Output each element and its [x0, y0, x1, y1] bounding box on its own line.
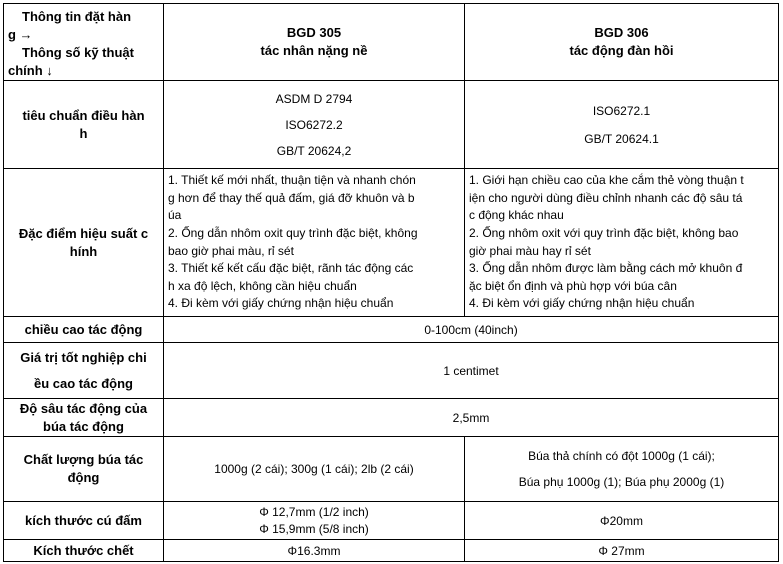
- performance-label: [4, 169, 164, 317]
- standard-label-line-2: h: [79, 125, 88, 141]
- feature-line: 3. Ống dẫn nhôm được làm bằng cách mở khuôn đ: [469, 261, 743, 276]
- corner-line-1: Thông tin đặt hàn: [22, 9, 132, 24]
- performance-label-line-1: Đặc điểm hiệu suất c: [18, 225, 149, 241]
- col2-header: [465, 4, 779, 81]
- die-size-col1: Φ16.3mm: [164, 540, 465, 562]
- feature-line: 1. Thiết kế mới nhất, thuận tiện và nhanh chón: [168, 173, 416, 188]
- graduation-label-line-1: Giá trị tốt nghiệp chi: [20, 349, 147, 365]
- feature-line: 1. Giới hạn chiều cao của khe cắm thẻ vòng thuận t: [469, 173, 744, 188]
- hammer-mass-col1: 1000g (2 cái); 300g (1 cái); 2lb (2 cái): [164, 437, 465, 502]
- col1-title: BGD 305: [286, 25, 342, 40]
- col1-subtitle: tác nhân nặng nề: [260, 43, 368, 58]
- graduation-row: [4, 343, 779, 399]
- feature-line: úa: [168, 208, 182, 223]
- corner-line-3: Thông số kỹ thuật: [22, 45, 134, 60]
- standard-col2: [465, 81, 779, 169]
- feature-line: ặc biệt ổn định và phù hợp với búa cân: [469, 278, 677, 293]
- depth-label-line-2: búa tác động: [43, 418, 124, 434]
- standard-col1-item: ASDM D 2794: [275, 91, 353, 106]
- feature-line: 2. Ống dẫn nhôm oxit quy trình đặc biệt, không: [168, 225, 418, 240]
- standard-label: [4, 81, 164, 169]
- impact-height-row: [4, 317, 779, 343]
- hammer-mass-label: [4, 437, 164, 502]
- depth-label-line-1: Độ sâu tác động của: [19, 400, 148, 416]
- standard-col1-item: GB/T 20624,2: [276, 143, 352, 158]
- impact-height-label: chiều cao tác động: [4, 317, 164, 343]
- feature-line: g hơn để thay thế quả đấm, giá đỡ khuôn và b: [168, 190, 415, 205]
- col2-subtitle: tác động đàn hồi: [569, 43, 674, 58]
- depth-label: [4, 399, 164, 437]
- feature-line: iện cho người dùng điều chỉnh nhanh các độ sâu tá: [469, 190, 743, 205]
- feature-line: 4. Đi kèm với giấy chứng nhận hiệu chuẩn: [469, 296, 695, 311]
- punch-size-item: Φ 15,9mm (5/8 inch): [259, 521, 369, 536]
- feature-line: giờ phai màu hay rỉ sét: [469, 243, 591, 258]
- punch-size-item: Φ 12,7mm (1/2 inch): [259, 504, 369, 519]
- header-row: [4, 4, 779, 81]
- hammer-mass-col2-line-2: Búa phụ 1000g (1); Búa phụ 2000g (1): [518, 475, 725, 489]
- performance-col2: [465, 169, 779, 317]
- col1-header: [164, 4, 465, 81]
- performance-label-line-2: hính: [69, 243, 98, 259]
- punch-size-row: [4, 502, 779, 540]
- feature-line: 4. Đi kèm với giấy chứng nhận hiệu chuẩn: [168, 296, 394, 311]
- graduation-label-line-2: ều cao tác động: [34, 375, 133, 391]
- die-size-col2: Φ 27mm: [465, 540, 779, 562]
- feature-line: 3. Thiết kế kết cấu đặc biệt, rãnh tác động các: [168, 261, 414, 276]
- col2-title: BGD 306: [594, 25, 649, 40]
- die-size-row: [4, 540, 779, 562]
- feature-line: bao giờ phai màu, rỉ sét: [168, 243, 294, 258]
- performance-row: [4, 169, 779, 317]
- feature-line: 2. Ống nhôm oxit với quy trình đặc biệt, không bao: [469, 225, 739, 240]
- corner-line-4: chính ↓: [8, 63, 53, 78]
- graduation-value: 1 centimet: [164, 343, 779, 399]
- standard-row: [4, 81, 779, 169]
- spec-table: [3, 3, 779, 562]
- impact-height-value: 0-100cm (40inch): [164, 317, 779, 343]
- standard-col2-item: ISO6272.1: [592, 103, 651, 118]
- die-size-label: Kích thước chết: [4, 540, 164, 562]
- standard-col1-item: ISO6272.2: [285, 117, 343, 132]
- punch-size-col1: [164, 502, 465, 540]
- hammer-mass-label-line-2: động: [67, 470, 100, 485]
- punch-size-col2: Φ20mm: [465, 502, 779, 540]
- punch-size-label: kích thước cú đấm: [4, 502, 164, 540]
- hammer-mass-col2-line-1: Búa thả chính có đột 1000g (1 cái);: [528, 449, 715, 463]
- standard-col2-item: GB/T 20624.1: [584, 131, 659, 146]
- standard-col1: [164, 81, 465, 169]
- hammer-mass-label-line-1: Chất lượng búa tác: [23, 452, 144, 467]
- feature-line: h xa độ lệch, không cần hiệu chuẩn: [168, 278, 357, 293]
- hammer-mass-row: [4, 437, 779, 502]
- depth-value: 2,5mm: [164, 399, 779, 437]
- feature-line: c động khác nhau: [469, 208, 564, 223]
- hammer-mass-col2: [465, 437, 779, 502]
- corner-header-cell: [4, 4, 164, 81]
- corner-line-2: g →: [8, 27, 33, 42]
- depth-row: [4, 399, 779, 437]
- graduation-label: [4, 343, 164, 399]
- standard-label-line-1: tiêu chuẩn điều hàn: [22, 107, 145, 123]
- performance-col1: [164, 169, 465, 317]
